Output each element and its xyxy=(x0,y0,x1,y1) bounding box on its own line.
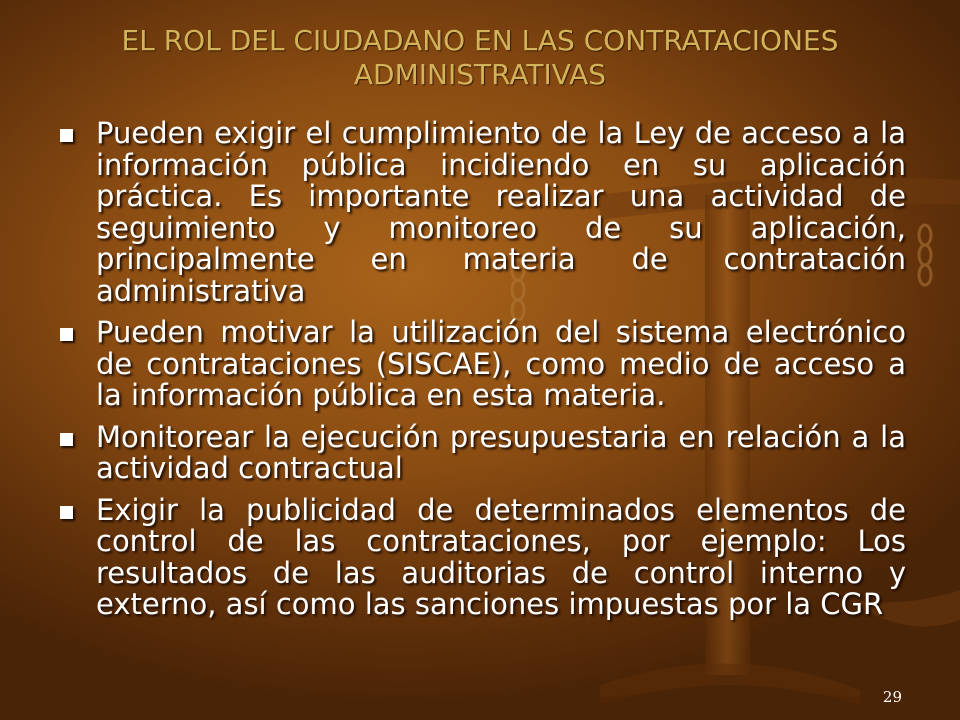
slide-title xyxy=(40,24,920,92)
bullet-list xyxy=(58,118,906,631)
bullet-item xyxy=(58,419,906,485)
bullet-item xyxy=(58,317,906,412)
slide-title-line-1: EL ROL DEL CIUDADANO EN LAS CONTRATACIONES xyxy=(121,24,839,57)
bullet-text: Exigir la publicidad de determinados elementos de control de las contrataciones, por ejemplo: Los resultados de las auditorias de control interno y externo, así como las sanciones impuestas por la CGR xyxy=(96,492,906,621)
square-bullet-icon xyxy=(60,433,73,446)
page-number: 29 xyxy=(882,688,902,706)
square-bullet-icon xyxy=(60,328,73,341)
bullet-text: Pueden motivar la utilización del sistema electrónico de contrataciones (SISCAE), como medio de acceso a la información pública en esta materia. xyxy=(96,315,906,412)
bullet-text: Monitorear la ejecución presupuestaria en relación a la actividad contractual xyxy=(96,419,906,485)
bullet-item xyxy=(58,492,906,621)
square-bullet-icon xyxy=(60,129,73,142)
square-bullet-icon xyxy=(60,506,73,519)
bullet-item xyxy=(58,118,906,307)
slide-title-line-2: ADMINISTRATIVAS xyxy=(353,58,607,91)
bullet-text: Pueden exigir el cumplimiento de la Ley de acceso a la información pública incidiendo en su aplicación práctica. Es importante realizar una actividad de seguimiento y monitoreo de su aplicación, principalmente en materia de contratación administrativa xyxy=(96,116,906,308)
